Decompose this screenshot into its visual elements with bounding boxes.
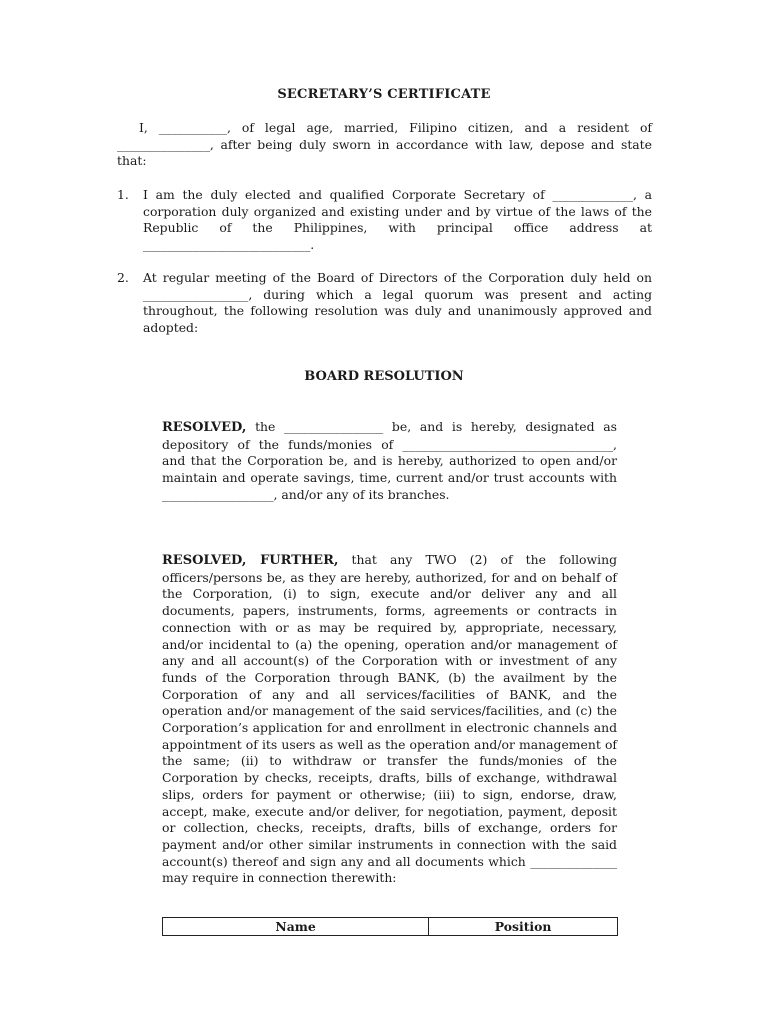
resolution-text: that any TWO (2) of the following officers/persons be, as they are hereby, authorized, for and on behalf of the Corporation, (i) to sign, execute and/or deliver any and all documents, papers, instruments, forms, agreements or contracts in connection with or as may be required by, appropriate, necessary, and/or incidental to (a) the opening, operation and/or management of any and all account(s) of the Corporation with or investment of any funds of the Corporation through BANK, (b) the availment by the Corporation of any and all services/facilities of BANK, and the operation and/or management of the said services/facilities, and (c) the Corporation’s application for and enrollment in electronic channels and appointment of its users as well as the operation and/or management of the same; (ii) to withdraw or transfer the funds/monies of the Corporation by checks, receipts, drafts, bills of exchange, withdrawal slips, orders for payment or otherwise; (iii) to sign, endorse, draw, accept, make, execute and/or deliver, for negotiation, payment, deposit or collection, checks, receipts, drafts, bills of exchange, orders for payment and/or other similar instruments in connection with the said account(s) thereof and sign any and all documents which ______________ may require in connection therewith:: [162, 552, 617, 886]
list-item: At regular meeting of the Board of Directors of the Corporation duly held on _________________, during which a legal quorum was present and acting throughout, the following resolution was duly and unanimously approved and adopted:: [143, 270, 652, 336]
resolution-lead: RESOLVED,: [162, 420, 247, 435]
list-number: 2.: [117, 270, 129, 285]
resolution-further-paragraph: [162, 552, 617, 887]
officers-table: [162, 917, 618, 936]
position-column-header: Position: [429, 918, 618, 936]
list-item: I am the duly elected and qualified Corporate Secretary of _____________, a corporation duly organized and existing under and by virtue of the laws of the Republic of the Philippines, with principal office address at ___________________________.: [143, 187, 652, 253]
resolution-text: the ________________ be, and is hereby, designated as depository of the funds/monies of __________________________________, and that the Corporation be, and is hereby, authorized to open and/or maintain and operate savings, time, current and/or trust accounts with __________________, and/or any of its branches.: [162, 419, 617, 502]
name-column-header: Name: [163, 918, 429, 936]
resolution-paragraph: [162, 419, 617, 504]
list-number: 1.: [117, 187, 129, 202]
document-title: SECRETARY’S CERTIFICATE: [277, 87, 491, 102]
board-resolution-heading: BOARD RESOLUTION: [304, 369, 464, 384]
resolution-lead: RESOLVED, FURTHER,: [162, 553, 339, 568]
intro-paragraph: I, ___________, of legal age, married, Filipino citizen, and a resident of _______________, after being duly sworn in accordance with law, depose and state that:: [117, 120, 652, 169]
table-header-row: [163, 918, 618, 936]
